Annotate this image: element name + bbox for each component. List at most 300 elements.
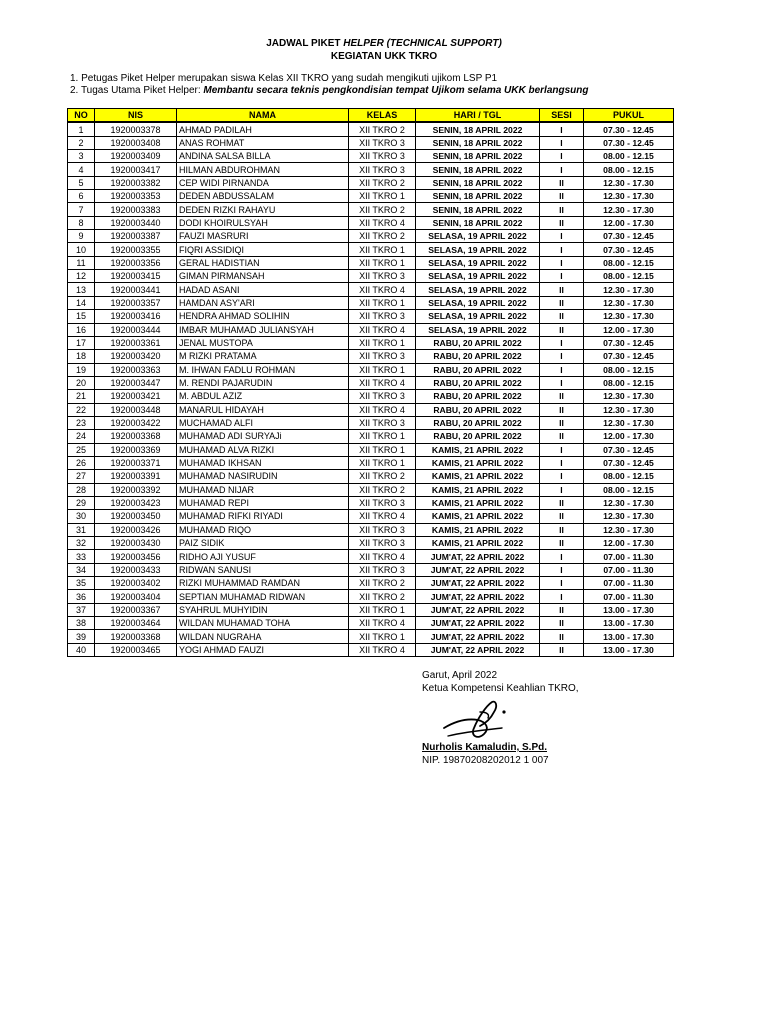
table-row <box>68 122 674 136</box>
cell-sesi: I <box>540 563 584 576</box>
cell-nis: 1920003448 <box>95 403 177 416</box>
cell-nama: MUHAMAD REPI <box>177 496 349 509</box>
cell-no: 1 <box>68 122 95 136</box>
cell-no: 4 <box>68 163 95 176</box>
cell-sesi: II <box>540 296 584 309</box>
cell-kelas: XII TKRO 3 <box>349 537 416 550</box>
cell-no: 40 <box>68 643 95 656</box>
header-pukul: PUKUL <box>584 109 674 123</box>
cell-nama: M. IHWAN FADLU ROHMAN <box>177 363 349 376</box>
note-1: 1. Petugas Piket Helper merupakan siswa Kelas XII TKRO yang sudah mengikuti ujikom LSP P1 <box>70 73 498 84</box>
cell-nis: 1920003440 <box>95 216 177 229</box>
cell-sesi: II <box>540 496 584 509</box>
cell-pukul: 07.30 - 12.45 <box>584 230 674 243</box>
table-row <box>68 350 674 363</box>
table-row <box>68 270 674 283</box>
cell-hari-tgl: JUM'AT, 22 APRIL 2022 <box>416 643 540 656</box>
cell-pukul: 12.00 - 17.30 <box>584 430 674 443</box>
table-row <box>68 336 674 349</box>
cell-sesi: II <box>540 523 584 536</box>
cell-sesi: II <box>540 630 584 643</box>
cell-sesi: I <box>540 122 584 136</box>
cell-nama: SEPTIAN MUHAMAD RIDWAN <box>177 590 349 603</box>
cell-sesi: II <box>540 390 584 403</box>
cell-no: 9 <box>68 230 95 243</box>
cell-sesi: I <box>540 243 584 256</box>
cell-kelas: XII TKRO 2 <box>349 203 416 216</box>
cell-nis: 1920003430 <box>95 537 177 550</box>
cell-pukul: 07.00 - 11.30 <box>584 563 674 576</box>
cell-kelas: XII TKRO 4 <box>349 323 416 336</box>
cell-no: 8 <box>68 216 95 229</box>
cell-kelas: XII TKRO 2 <box>349 470 416 483</box>
cell-sesi: II <box>540 416 584 429</box>
table-header-row <box>68 109 674 123</box>
cell-sesi: I <box>540 456 584 469</box>
cell-hari-tgl: JUM'AT, 22 APRIL 2022 <box>416 603 540 616</box>
cell-pukul: 12.30 - 17.30 <box>584 296 674 309</box>
cell-hari-tgl: SELASA, 19 APRIL 2022 <box>416 270 540 283</box>
cell-kelas: XII TKRO 4 <box>349 216 416 229</box>
cell-no: 3 <box>68 150 95 163</box>
cell-nis: 1920003402 <box>95 577 177 590</box>
header-nis: NIS <box>95 109 177 123</box>
table-row <box>68 496 674 509</box>
header-hari-tgl: HARI / TGL <box>416 109 540 123</box>
cell-sesi: I <box>540 376 584 389</box>
table-row <box>68 216 674 229</box>
cell-sesi: I <box>540 336 584 349</box>
cell-nama: GERAL HADISTIAN <box>177 256 349 269</box>
cell-nis: 1920003353 <box>95 190 177 203</box>
cell-no: 32 <box>68 537 95 550</box>
cell-hari-tgl: KAMIS, 21 APRIL 2022 <box>416 456 540 469</box>
cell-nama: JENAL MUSTOPA <box>177 336 349 349</box>
cell-no: 35 <box>68 577 95 590</box>
table-row <box>68 136 674 149</box>
cell-no: 16 <box>68 323 95 336</box>
cell-sesi: II <box>540 537 584 550</box>
cell-nis: 1920003357 <box>95 296 177 309</box>
cell-hari-tgl: RABU, 20 APRIL 2022 <box>416 336 540 349</box>
table-row <box>68 163 674 176</box>
cell-nama: MUHAMAD NASIRUDIN <box>177 470 349 483</box>
cell-nama: M. ABDUL AZIZ <box>177 390 349 403</box>
cell-pukul: 08.00 - 12.15 <box>584 470 674 483</box>
cell-nama: RIDHO AJI YUSUF <box>177 550 349 563</box>
cell-kelas: XII TKRO 3 <box>349 350 416 363</box>
cell-nama: CEP WIDI PIRNANDA <box>177 176 349 189</box>
cell-nis: 1920003465 <box>95 643 177 656</box>
cell-nama: AHMAD PADILAH <box>177 122 349 136</box>
cell-nis: 1920003456 <box>95 550 177 563</box>
table-row <box>68 363 674 376</box>
cell-kelas: XII TKRO 1 <box>349 363 416 376</box>
cell-nis: 1920003421 <box>95 390 177 403</box>
cell-pukul: 12.30 - 17.30 <box>584 176 674 189</box>
cell-kelas: XII TKRO 2 <box>349 230 416 243</box>
cell-nis: 1920003404 <box>95 590 177 603</box>
document-subtitle: KEGIATAN UKK TKRO <box>330 51 438 62</box>
cell-nis: 1920003392 <box>95 483 177 496</box>
signature-role: Ketua Kompetensi Keahlian TKRO, <box>422 683 579 694</box>
table-row <box>68 376 674 389</box>
table-row <box>68 523 674 536</box>
document-title: JADWAL PIKET HELPER (TECHNICAL SUPPORT) <box>266 38 502 49</box>
cell-sesi: I <box>540 350 584 363</box>
cell-hari-tgl: SELASA, 19 APRIL 2022 <box>416 243 540 256</box>
cell-pukul: 08.00 - 12.15 <box>584 150 674 163</box>
table-row <box>68 230 674 243</box>
cell-nama: HILMAN ABDUROHMAN <box>177 163 349 176</box>
cell-nis: 1920003368 <box>95 630 177 643</box>
cell-sesi: I <box>540 483 584 496</box>
cell-kelas: XII TKRO 4 <box>349 510 416 523</box>
cell-nama: DODI KHOIRULSYAH <box>177 216 349 229</box>
cell-sesi: II <box>540 190 584 203</box>
cell-nama: FAUZI MASRURI <box>177 230 349 243</box>
cell-pukul: 08.00 - 12.15 <box>584 270 674 283</box>
cell-nama: MUCHAMAD ALFI <box>177 416 349 429</box>
cell-nama: YOGI AHMAD FAUZI <box>177 643 349 656</box>
cell-kelas: XII TKRO 2 <box>349 590 416 603</box>
header-sesi: SESI <box>540 109 584 123</box>
cell-nis: 1920003368 <box>95 430 177 443</box>
cell-kelas: XII TKRO 3 <box>349 270 416 283</box>
cell-pukul: 07.30 - 12.45 <box>584 122 674 136</box>
cell-no: 5 <box>68 176 95 189</box>
cell-nama: RIDWAN SANUSI <box>177 563 349 576</box>
cell-no: 34 <box>68 563 95 576</box>
cell-hari-tgl: SENIN, 18 APRIL 2022 <box>416 176 540 189</box>
table-row <box>68 190 674 203</box>
cell-sesi: I <box>540 150 584 163</box>
cell-pukul: 07.30 - 12.45 <box>584 336 674 349</box>
cell-pukul: 08.00 - 12.15 <box>584 376 674 389</box>
cell-nis: 1920003363 <box>95 363 177 376</box>
cell-pukul: 07.30 - 12.45 <box>584 456 674 469</box>
cell-sesi: I <box>540 550 584 563</box>
cell-nama: HADAD ASANI <box>177 283 349 296</box>
cell-hari-tgl: KAMIS, 21 APRIL 2022 <box>416 496 540 509</box>
cell-sesi: II <box>540 176 584 189</box>
table-row <box>68 456 674 469</box>
cell-hari-tgl: RABU, 20 APRIL 2022 <box>416 363 540 376</box>
table-row <box>68 296 674 309</box>
cell-hari-tgl: KAMIS, 21 APRIL 2022 <box>416 443 540 456</box>
schedule-table <box>67 108 674 657</box>
cell-kelas: XII TKRO 3 <box>349 496 416 509</box>
table-row <box>68 550 674 563</box>
cell-pukul: 12.30 - 17.30 <box>584 390 674 403</box>
cell-no: 7 <box>68 203 95 216</box>
cell-no: 25 <box>68 443 95 456</box>
cell-nis: 1920003433 <box>95 563 177 576</box>
cell-nama: MANARUL HIDAYAH <box>177 403 349 416</box>
cell-nis: 1920003464 <box>95 617 177 630</box>
cell-nis: 1920003450 <box>95 510 177 523</box>
cell-kelas: XII TKRO 4 <box>349 617 416 630</box>
cell-no: 37 <box>68 603 95 616</box>
cell-nis: 1920003369 <box>95 443 177 456</box>
cell-kelas: XII TKRO 1 <box>349 336 416 349</box>
cell-sesi: II <box>540 603 584 616</box>
cell-nis: 1920003367 <box>95 603 177 616</box>
cell-sesi: II <box>540 310 584 323</box>
cell-hari-tgl: JUM'AT, 22 APRIL 2022 <box>416 617 540 630</box>
cell-nis: 1920003444 <box>95 323 177 336</box>
cell-nama: FIQRI ASSIDIQI <box>177 243 349 256</box>
cell-nis: 1920003356 <box>95 256 177 269</box>
cell-nis: 1920003423 <box>95 496 177 509</box>
cell-no: 26 <box>68 456 95 469</box>
cell-pukul: 13.00 - 17.30 <box>584 630 674 643</box>
cell-pukul: 07.30 - 12.45 <box>584 243 674 256</box>
cell-sesi: I <box>540 443 584 456</box>
cell-nis: 1920003409 <box>95 150 177 163</box>
cell-hari-tgl: SELASA, 19 APRIL 2022 <box>416 283 540 296</box>
cell-kelas: XII TKRO 3 <box>349 163 416 176</box>
cell-pukul: 12.30 - 17.30 <box>584 510 674 523</box>
cell-kelas: XII TKRO 3 <box>349 150 416 163</box>
cell-sesi: I <box>540 136 584 149</box>
cell-hari-tgl: RABU, 20 APRIL 2022 <box>416 416 540 429</box>
cell-no: 28 <box>68 483 95 496</box>
cell-nama: GIMAN PIRMANSAH <box>177 270 349 283</box>
cell-sesi: II <box>540 283 584 296</box>
cell-hari-tgl: RABU, 20 APRIL 2022 <box>416 350 540 363</box>
cell-no: 29 <box>68 496 95 509</box>
header-kelas: KELAS <box>349 109 416 123</box>
cell-sesi: II <box>540 323 584 336</box>
cell-nama: PAIZ SIDIK <box>177 537 349 550</box>
cell-nama: WILDAN NUGRAHA <box>177 630 349 643</box>
cell-pukul: 08.00 - 12.15 <box>584 256 674 269</box>
cell-sesi: I <box>540 230 584 243</box>
cell-hari-tgl: JUM'AT, 22 APRIL 2022 <box>416 630 540 643</box>
cell-no: 22 <box>68 403 95 416</box>
header-no: NO <box>68 109 95 123</box>
cell-hari-tgl: KAMIS, 21 APRIL 2022 <box>416 537 540 550</box>
cell-nis: 1920003361 <box>95 336 177 349</box>
cell-pukul: 12.30 - 17.30 <box>584 283 674 296</box>
table-row <box>68 617 674 630</box>
cell-sesi: I <box>540 270 584 283</box>
cell-nis: 1920003417 <box>95 163 177 176</box>
cell-nis: 1920003387 <box>95 230 177 243</box>
cell-no: 13 <box>68 283 95 296</box>
cell-nis: 1920003415 <box>95 270 177 283</box>
cell-hari-tgl: SENIN, 18 APRIL 2022 <box>416 150 540 163</box>
cell-sesi: II <box>540 617 584 630</box>
cell-pukul: 08.00 - 12.15 <box>584 163 674 176</box>
cell-kelas: XII TKRO 1 <box>349 296 416 309</box>
cell-no: 14 <box>68 296 95 309</box>
cell-pukul: 07.00 - 11.30 <box>584 590 674 603</box>
table-row <box>68 430 674 443</box>
cell-kelas: XII TKRO 4 <box>349 376 416 389</box>
cell-sesi: II <box>540 203 584 216</box>
cell-nis: 1920003371 <box>95 456 177 469</box>
cell-nama: MUHAMAD ALVA RIZKI <box>177 443 349 456</box>
cell-pukul: 12.30 - 17.30 <box>584 203 674 216</box>
cell-sesi: I <box>540 363 584 376</box>
cell-kelas: XII TKRO 3 <box>349 136 416 149</box>
cell-nama: RIZKI MUHAMMAD RAMDAN <box>177 577 349 590</box>
cell-nama: DEDEN ABDUSSALAM <box>177 190 349 203</box>
table-row <box>68 603 674 616</box>
cell-nama: MUHAMAD IKHSAN <box>177 456 349 469</box>
cell-hari-tgl: RABU, 20 APRIL 2022 <box>416 430 540 443</box>
table-row <box>68 483 674 496</box>
cell-hari-tgl: SENIN, 18 APRIL 2022 <box>416 190 540 203</box>
cell-kelas: XII TKRO 4 <box>349 643 416 656</box>
cell-pukul: 12.30 - 17.30 <box>584 310 674 323</box>
table-row <box>68 510 674 523</box>
signatory-nip: NIP. 19870208202012 1 007 <box>422 755 549 766</box>
table-row <box>68 563 674 576</box>
cell-no: 24 <box>68 430 95 443</box>
cell-nama: HAMDAN ASY'ARI <box>177 296 349 309</box>
cell-hari-tgl: RABU, 20 APRIL 2022 <box>416 376 540 389</box>
cell-no: 39 <box>68 630 95 643</box>
cell-hari-tgl: JUM'AT, 22 APRIL 2022 <box>416 577 540 590</box>
cell-kelas: XII TKRO 3 <box>349 416 416 429</box>
cell-hari-tgl: SENIN, 18 APRIL 2022 <box>416 216 540 229</box>
cell-sesi: I <box>540 256 584 269</box>
cell-kelas: XII TKRO 2 <box>349 577 416 590</box>
cell-hari-tgl: RABU, 20 APRIL 2022 <box>416 403 540 416</box>
table-row <box>68 416 674 429</box>
table-row <box>68 443 674 456</box>
cell-no: 11 <box>68 256 95 269</box>
cell-no: 38 <box>68 617 95 630</box>
cell-nis: 1920003426 <box>95 523 177 536</box>
cell-no: 30 <box>68 510 95 523</box>
cell-no: 31 <box>68 523 95 536</box>
cell-pukul: 12.30 - 17.30 <box>584 523 674 536</box>
table-row <box>68 243 674 256</box>
cell-nama: MUHAMAD ADI SURYAJi <box>177 430 349 443</box>
cell-sesi: I <box>540 577 584 590</box>
cell-sesi: I <box>540 470 584 483</box>
table-row <box>68 630 674 643</box>
table-row <box>68 176 674 189</box>
cell-hari-tgl: SENIN, 18 APRIL 2022 <box>416 163 540 176</box>
cell-hari-tgl: SENIN, 18 APRIL 2022 <box>416 122 540 136</box>
cell-sesi: I <box>540 163 584 176</box>
cell-hari-tgl: SENIN, 18 APRIL 2022 <box>416 203 540 216</box>
cell-hari-tgl: KAMIS, 21 APRIL 2022 <box>416 470 540 483</box>
cell-kelas: XII TKRO 2 <box>349 122 416 136</box>
table-row <box>68 323 674 336</box>
cell-pukul: 12.30 - 17.30 <box>584 190 674 203</box>
cell-hari-tgl: JUM'AT, 22 APRIL 2022 <box>416 550 540 563</box>
cell-hari-tgl: SELASA, 19 APRIL 2022 <box>416 310 540 323</box>
cell-no: 27 <box>68 470 95 483</box>
cell-nis: 1920003408 <box>95 136 177 149</box>
cell-sesi: II <box>540 216 584 229</box>
cell-hari-tgl: RABU, 20 APRIL 2022 <box>416 390 540 403</box>
cell-no: 21 <box>68 390 95 403</box>
cell-sesi: I <box>540 590 584 603</box>
cell-kelas: XII TKRO 2 <box>349 176 416 189</box>
cell-kelas: XII TKRO 2 <box>349 483 416 496</box>
cell-kelas: XII TKRO 4 <box>349 283 416 296</box>
cell-kelas: XII TKRO 1 <box>349 456 416 469</box>
cell-nama: DEDEN RIZKI RAHAYU <box>177 203 349 216</box>
header-nama: NAMA <box>177 109 349 123</box>
cell-pukul: 12.30 - 17.30 <box>584 403 674 416</box>
cell-no: 19 <box>68 363 95 376</box>
handwritten-signature-image <box>440 692 520 742</box>
table-row <box>68 150 674 163</box>
cell-hari-tgl: SELASA, 19 APRIL 2022 <box>416 296 540 309</box>
cell-kelas: XII TKRO 1 <box>349 603 416 616</box>
cell-nis: 1920003420 <box>95 350 177 363</box>
cell-pukul: 07.30 - 12.45 <box>584 443 674 456</box>
cell-hari-tgl: SELASA, 19 APRIL 2022 <box>416 323 540 336</box>
cell-nis: 1920003355 <box>95 243 177 256</box>
cell-nama: M RIZKI PRATAMA <box>177 350 349 363</box>
cell-nama: MUHAMAD RIQO <box>177 523 349 536</box>
cell-kelas: XII TKRO 4 <box>349 550 416 563</box>
cell-pukul: 12.00 - 17.30 <box>584 323 674 336</box>
cell-pukul: 13.00 - 17.30 <box>584 643 674 656</box>
cell-kelas: XII TKRO 3 <box>349 310 416 323</box>
cell-no: 36 <box>68 590 95 603</box>
cell-pukul: 07.00 - 11.30 <box>584 577 674 590</box>
cell-no: 17 <box>68 336 95 349</box>
cell-pukul: 12.30 - 17.30 <box>584 496 674 509</box>
cell-kelas: XII TKRO 1 <box>349 630 416 643</box>
note-2: 2. Tugas Utama Piket Helper: Membantu secara teknis pengkondisian tempat Ujikom selama UKK berlangsung <box>70 85 589 96</box>
cell-hari-tgl: JUM'AT, 22 APRIL 2022 <box>416 590 540 603</box>
cell-nama: M. RENDI PAJARUDIN <box>177 376 349 389</box>
cell-no: 15 <box>68 310 95 323</box>
cell-nama: WILDAN MUHAMAD TOHA <box>177 617 349 630</box>
cell-nis: 1920003382 <box>95 176 177 189</box>
cell-nama: HENDRA AHMAD SOLIHIN <box>177 310 349 323</box>
cell-nis: 1920003441 <box>95 283 177 296</box>
cell-hari-tgl: KAMIS, 21 APRIL 2022 <box>416 523 540 536</box>
cell-kelas: XII TKRO 1 <box>349 243 416 256</box>
cell-nama: MUHAMAD NIJAR <box>177 483 349 496</box>
cell-no: 2 <box>68 136 95 149</box>
cell-pukul: 12.00 - 17.30 <box>584 537 674 550</box>
cell-nis: 1920003422 <box>95 416 177 429</box>
cell-no: 33 <box>68 550 95 563</box>
cell-no: 18 <box>68 350 95 363</box>
cell-pukul: 07.00 - 11.30 <box>584 550 674 563</box>
cell-sesi: II <box>540 510 584 523</box>
cell-nama: ANAS ROHMAT <box>177 136 349 149</box>
cell-no: 20 <box>68 376 95 389</box>
cell-pukul: 07.30 - 12.45 <box>584 136 674 149</box>
cell-nis: 1920003378 <box>95 122 177 136</box>
table-row <box>68 643 674 656</box>
cell-sesi: II <box>540 430 584 443</box>
cell-kelas: XII TKRO 3 <box>349 523 416 536</box>
cell-hari-tgl: JUM'AT, 22 APRIL 2022 <box>416 563 540 576</box>
cell-pukul: 08.00 - 12.15 <box>584 483 674 496</box>
cell-hari-tgl: SELASA, 19 APRIL 2022 <box>416 256 540 269</box>
cell-nis: 1920003391 <box>95 470 177 483</box>
cell-sesi: II <box>540 643 584 656</box>
cell-hari-tgl: SELASA, 19 APRIL 2022 <box>416 230 540 243</box>
table-row <box>68 470 674 483</box>
cell-pukul: 12.00 - 17.30 <box>584 216 674 229</box>
